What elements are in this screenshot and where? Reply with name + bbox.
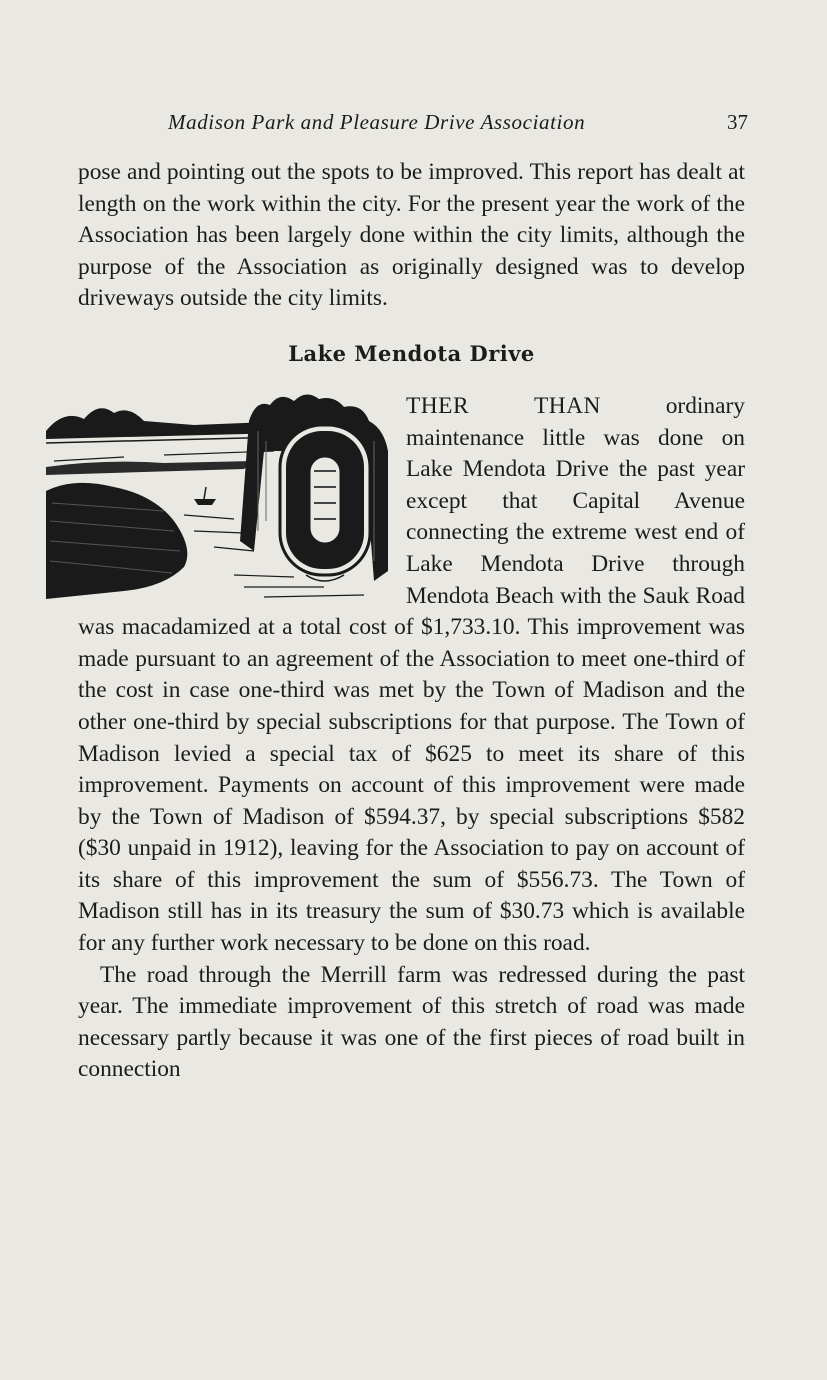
running-title: Madison Park and Pleasure Drive Association [168, 110, 586, 134]
body-text [78, 157, 745, 1086]
lead-caps: THER THAN [406, 392, 601, 419]
intro-paragraph: pose and pointing out the spots to be improved. This report has dealt at length on the work within the city. For the present year the work of the Association has been largely done within the city limits, although the purpose of the Association as originally designed was to develop driveways outside the city limits. [78, 159, 745, 312]
paragraph-1-text: ordinary maintenance little was done on Lake Mendota Drive the past year except that Capital Avenue connecting the extreme west end of Lake Mendota Drive through Mendota Beach with the Sauk Road was macadamized at a total cost of $1,733.10. This improvement was made pursuant to an agreement of the Association to meet one-third of the cost in case one-third was met by the Town of Madison and the other one-third by special subscriptions for that purpose. The Town of Madison levied a special tax of $625 to meet its share of this improvement. Payments on account of this improvement were made by the Town of Madison of $594.37, by special subscriptions $582 ($30 unpaid in 1912), leaving for the Association to pay on account of its share of this improvement the sum of $556.73. The Town of Madison still has in its treasury the sum of $30.73 which is available for any further work necessary to be done on this road. [78, 392, 745, 957]
section-paragraph-2: The road through the Merrill farm was redressed during the past year. The immediate improvement of this stretch of road was made necessary partly because it was one of the first pieces of road built in connection [78, 961, 745, 1083]
lake-scene-drop-cap-icon [44, 391, 392, 605]
drop-cap-illustration [44, 391, 392, 605]
page-header [0, 108, 827, 138]
page-number: 37 [727, 110, 748, 134]
section-heading: Lake Mendota Drive [288, 340, 535, 366]
